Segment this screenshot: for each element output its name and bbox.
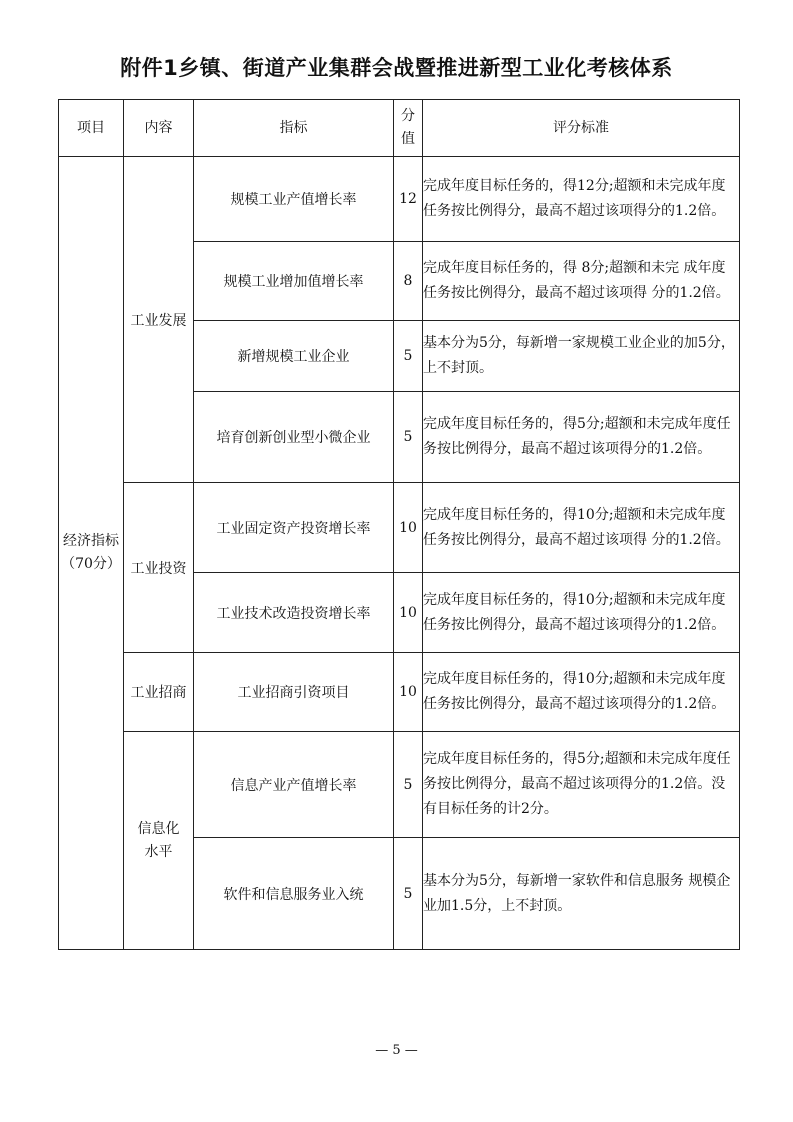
assessment-table bbox=[58, 99, 740, 950]
score-cell: 5 bbox=[394, 321, 423, 392]
content-industry-development: 工业发展 bbox=[124, 157, 194, 483]
table-header-row bbox=[59, 100, 740, 157]
score-cell: 5 bbox=[394, 838, 423, 950]
criteria-cell: 基本分为5分，每新增一家软件和信息服务 规模企业加1.5分，上不封顶。 bbox=[423, 838, 740, 950]
score-cell: 10 bbox=[394, 573, 423, 653]
header-score bbox=[394, 100, 423, 157]
score-cell: 5 bbox=[394, 732, 423, 838]
score-cell: 10 bbox=[394, 653, 423, 732]
header-content: 内容 bbox=[124, 100, 194, 157]
table-row bbox=[59, 483, 740, 573]
document-title: 附件1乡镇、街道产业集群会战暨推进新型工业化考核体系 bbox=[120, 56, 673, 80]
criteria-cell: 基本分为5分，每新增一家规模工业企业的加5分，上不封顶。 bbox=[423, 321, 740, 392]
page-number: — 5 — bbox=[375, 1043, 418, 1058]
project-cell bbox=[59, 157, 124, 950]
indicator-cell: 工业技术改造投资增长率 bbox=[194, 573, 394, 653]
score-cell: 5 bbox=[394, 392, 423, 483]
score-cell: 10 bbox=[394, 483, 423, 573]
criteria-cell: 完成年度目标任务的，得5分;超额和未完成年度任务按比例得分，最高不超过该项得分的1.2倍。 bbox=[423, 392, 740, 483]
indicator-cell: 工业固定资产投资增长率 bbox=[194, 483, 394, 573]
content-informatization-line2: 水平 bbox=[144, 843, 173, 860]
header-score-line1: 分 bbox=[401, 108, 415, 124]
criteria-cell: 完成年度目标任务的，得12分;超额和未完成年度任务按比例得分，最高不超过该项得分的1.2倍。 bbox=[423, 157, 740, 242]
content-informatization-line1: 信息化 bbox=[137, 820, 180, 837]
table-row bbox=[59, 732, 740, 838]
indicator-cell: 信息产业产值增长率 bbox=[194, 732, 394, 838]
indicator-cell: 规模工业产值增长率 bbox=[194, 157, 394, 242]
content-informatization bbox=[124, 732, 194, 950]
indicator-cell: 培育创新创业型小微企业 bbox=[194, 392, 394, 483]
criteria-cell: 完成年度目标任务的，得10分;超额和未完成年度任务按比例得分，最高不超过该项得分的1.2倍。 bbox=[423, 573, 740, 653]
indicator-cell: 新增规模工业企业 bbox=[194, 321, 394, 392]
project-label: 经济指标 bbox=[63, 533, 119, 549]
indicator-cell: 工业招商引资项目 bbox=[194, 653, 394, 732]
project-score-total: （70分） bbox=[61, 556, 121, 572]
header-project: 项目 bbox=[59, 100, 124, 157]
header-indicator: 指标 bbox=[194, 100, 394, 157]
indicator-cell: 规模工业增加值增长率 bbox=[194, 242, 394, 321]
criteria-cell: 完成年度目标任务的，得5分;超额和未完成年度任务按比例得分，最高不超过该项得分的1.2倍。没有目标任务的计2分。 bbox=[423, 732, 740, 838]
content-investment-attraction: 工业招商 bbox=[124, 653, 194, 732]
criteria-cell: 完成年度目标任务的，得10分;超额和未完成年度任务按比例得分，最高不超过该项得分的1.2倍。 bbox=[423, 653, 740, 732]
table-row bbox=[59, 157, 740, 242]
content-industry-investment: 工业投资 bbox=[124, 483, 194, 653]
table-row bbox=[59, 653, 740, 732]
score-cell: 8 bbox=[394, 242, 423, 321]
header-criteria: 评分标准 bbox=[423, 100, 740, 157]
criteria-cell: 完成年度目标任务的，得10分;超额和未完成年度任务按比例得分，最高不超过该项得 分的1.2倍。 bbox=[423, 483, 740, 573]
header-score-line2: 值 bbox=[401, 131, 415, 147]
score-cell: 12 bbox=[394, 157, 423, 242]
criteria-cell: 完成年度目标任务的，得 8分;超额和未完 成年度任务按比例得分，最高不超过该项得 分的1.2倍。 bbox=[423, 242, 740, 321]
indicator-cell: 软件和信息服务业入统 bbox=[194, 838, 394, 950]
